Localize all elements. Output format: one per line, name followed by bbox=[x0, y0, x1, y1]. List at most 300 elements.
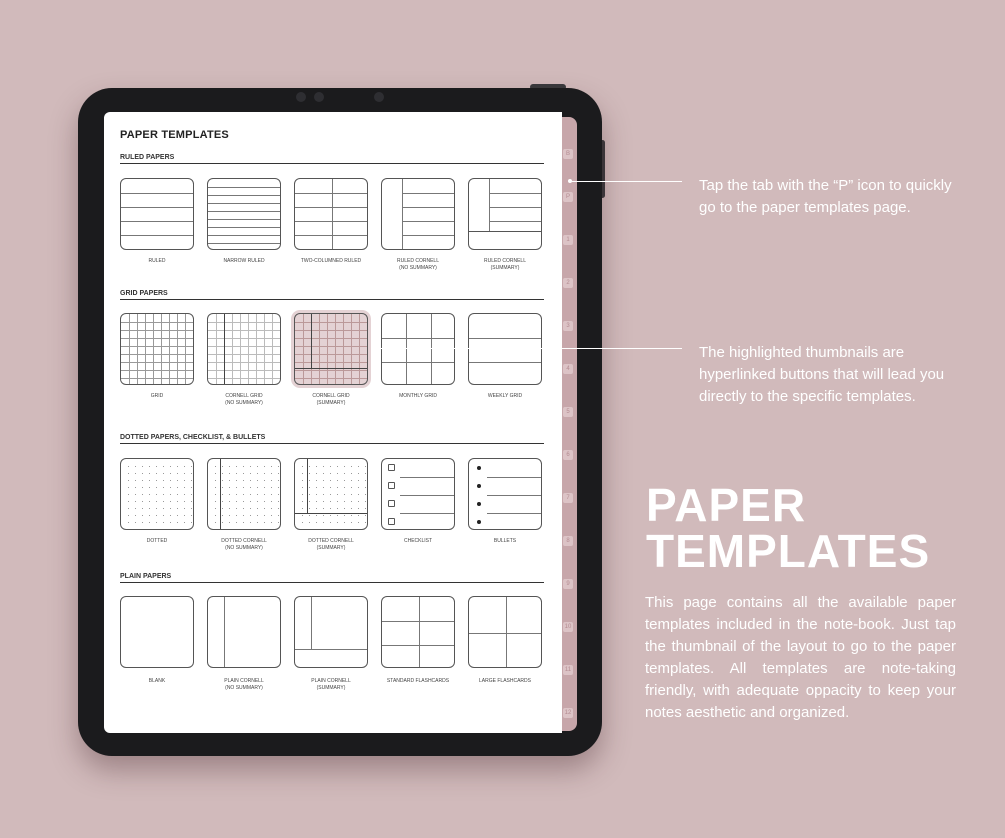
rule-line bbox=[121, 221, 194, 222]
dot-mark bbox=[184, 501, 185, 502]
dot-mark bbox=[330, 501, 331, 502]
thumbnail-ruled-cornell-no-summary[interactable] bbox=[381, 178, 455, 250]
dot-mark bbox=[243, 522, 244, 523]
dot-mark bbox=[222, 515, 223, 516]
dot-mark bbox=[128, 522, 129, 523]
dot-mark bbox=[351, 473, 352, 474]
dot-mark bbox=[184, 529, 185, 530]
dot-mark bbox=[323, 480, 324, 481]
dot-mark bbox=[351, 466, 352, 467]
rule-line bbox=[400, 513, 455, 514]
dot-mark bbox=[344, 466, 345, 467]
rule-line bbox=[208, 219, 281, 220]
dot-mark bbox=[323, 494, 324, 495]
dot-mark bbox=[358, 466, 359, 467]
rule-line bbox=[295, 346, 368, 347]
dot-mark bbox=[163, 522, 164, 523]
dot-mark bbox=[316, 473, 317, 474]
dot-mark bbox=[250, 487, 251, 488]
thumbnail-monthly-grid[interactable] bbox=[381, 313, 455, 385]
hero-description: This page contains all the available paper templates included in the note-book. Just tap the thumbnail of the layout to go to the paper templates. All templates are note-taking friendly, with adequate oppacity to keep your notes aesthetic and organized. bbox=[645, 594, 956, 721]
rule-line bbox=[208, 362, 281, 363]
rule-line bbox=[400, 495, 455, 496]
column-line bbox=[332, 179, 333, 250]
dot-mark bbox=[337, 473, 338, 474]
thumbnail-narrow-ruled[interactable] bbox=[207, 178, 281, 250]
dot-mark bbox=[177, 466, 178, 467]
dot-mark bbox=[302, 480, 303, 481]
tab-4[interactable]: 4 bbox=[563, 364, 573, 374]
tab-10[interactable]: 10 bbox=[564, 624, 572, 630]
dot-mark bbox=[229, 494, 230, 495]
dot-mark bbox=[215, 487, 216, 488]
dot-mark bbox=[358, 501, 359, 502]
checkbox-icon bbox=[388, 464, 395, 471]
dot-mark bbox=[142, 501, 143, 502]
rule-line bbox=[208, 378, 281, 379]
dot-mark bbox=[243, 515, 244, 516]
dot-mark bbox=[135, 515, 136, 516]
dot-mark bbox=[184, 466, 185, 467]
dot-mark bbox=[323, 522, 324, 523]
dot-mark bbox=[351, 480, 352, 481]
thumbnail-blank[interactable] bbox=[120, 596, 194, 668]
checkbox-icon bbox=[388, 482, 395, 489]
dot-mark bbox=[351, 487, 352, 488]
dot-mark bbox=[316, 522, 317, 523]
dot-mark bbox=[215, 515, 216, 516]
dot-mark bbox=[170, 522, 171, 523]
dot-mark bbox=[278, 501, 279, 502]
column-line bbox=[193, 314, 194, 385]
rule-line bbox=[121, 207, 194, 208]
rule-line bbox=[208, 370, 281, 371]
rule-line bbox=[295, 362, 368, 363]
dot-mark bbox=[236, 480, 237, 481]
rule-line bbox=[208, 187, 281, 188]
dot-mark bbox=[142, 515, 143, 516]
dot-mark bbox=[156, 522, 157, 523]
dot-mark bbox=[184, 522, 185, 523]
dot-mark bbox=[309, 480, 310, 481]
dot-mark bbox=[236, 473, 237, 474]
dot-mark bbox=[358, 494, 359, 495]
dot-mark bbox=[271, 515, 272, 516]
tab-1[interactable]: 1 bbox=[563, 235, 573, 245]
bullet-icon bbox=[477, 484, 481, 488]
tab-7[interactable]: 7 bbox=[563, 493, 573, 503]
dot-mark bbox=[316, 480, 317, 481]
dot-mark bbox=[257, 466, 258, 467]
dot-mark bbox=[163, 515, 164, 516]
dot-mark bbox=[264, 501, 265, 502]
dot-mark bbox=[191, 515, 192, 516]
column-line bbox=[177, 314, 178, 385]
dot-mark bbox=[229, 501, 230, 502]
thumbnail-weekly-grid[interactable] bbox=[468, 313, 542, 385]
rule-line bbox=[382, 645, 455, 646]
dot-mark bbox=[163, 480, 164, 481]
thumbnail-callout-text: The highlighted thumbnails are hyperlinked buttons that will lead you directly to the specific templates. bbox=[699, 344, 945, 405]
rule-line bbox=[489, 221, 542, 222]
rule-line bbox=[295, 330, 368, 331]
dot-mark bbox=[365, 494, 366, 495]
dot-mark bbox=[365, 522, 366, 523]
dot-mark bbox=[302, 529, 303, 530]
dot-mark bbox=[229, 529, 230, 530]
dot-mark bbox=[271, 466, 272, 467]
column-line bbox=[351, 314, 352, 385]
dot-mark bbox=[365, 466, 366, 467]
dot-mark bbox=[236, 515, 237, 516]
tab-2[interactable]: 2 bbox=[563, 278, 573, 288]
dot-mark bbox=[278, 515, 279, 516]
column-line bbox=[280, 314, 281, 385]
section-title: PLAIN PAPERS bbox=[120, 573, 544, 583]
dot-mark bbox=[250, 515, 251, 516]
column-line bbox=[256, 314, 257, 385]
dot-mark bbox=[365, 515, 366, 516]
dot-mark bbox=[184, 515, 185, 516]
paper-templates-page bbox=[104, 112, 562, 733]
dot-mark bbox=[344, 508, 345, 509]
rule-line bbox=[121, 370, 194, 371]
dot-mark bbox=[191, 501, 192, 502]
column-line bbox=[216, 314, 217, 385]
dot-mark bbox=[215, 480, 216, 481]
dot-mark bbox=[271, 480, 272, 481]
dot-mark bbox=[177, 508, 178, 509]
thumbnail-caption: STANDARD FLASHCARDS bbox=[386, 678, 450, 684]
column-line bbox=[327, 314, 328, 385]
dot-mark bbox=[302, 473, 303, 474]
thumbnail-grid[interactable] bbox=[120, 313, 194, 385]
dot-mark bbox=[309, 494, 310, 495]
thumbnail-plain-cornell-no-summary[interactable] bbox=[207, 596, 281, 668]
dot-mark bbox=[243, 487, 244, 488]
dot-mark bbox=[135, 480, 136, 481]
rule-line bbox=[208, 243, 281, 244]
bullet-icon bbox=[477, 520, 481, 524]
dot-mark bbox=[323, 515, 324, 516]
dot-mark bbox=[330, 487, 331, 488]
dot-mark bbox=[243, 529, 244, 530]
thumbnail-dotted-cornell-no-summary[interactable] bbox=[207, 458, 281, 530]
thumbnail-caption: RULED CORNELL (NO SUMMARY) bbox=[397, 258, 439, 271]
dot-mark bbox=[142, 480, 143, 481]
column-line bbox=[161, 314, 162, 385]
dot-mark bbox=[149, 515, 150, 516]
dot-mark bbox=[236, 522, 237, 523]
tab-11[interactable]: 11 bbox=[564, 667, 572, 673]
dot-mark bbox=[302, 508, 303, 509]
dot-mark bbox=[365, 480, 366, 481]
tab-12[interactable]: 12 bbox=[564, 710, 572, 716]
dot-mark bbox=[191, 487, 192, 488]
dot-mark bbox=[184, 473, 185, 474]
bullet-icon bbox=[477, 466, 481, 470]
rule-line bbox=[208, 203, 281, 204]
tab-9[interactable]: 9 bbox=[563, 579, 573, 589]
dot-mark bbox=[222, 522, 223, 523]
dot-mark bbox=[264, 508, 265, 509]
dot-mark bbox=[156, 501, 157, 502]
thumbnail-ruled[interactable] bbox=[120, 178, 194, 250]
dot-mark bbox=[358, 473, 359, 474]
column-line bbox=[311, 597, 312, 649]
dot-mark bbox=[278, 480, 279, 481]
dot-mark bbox=[170, 480, 171, 481]
dot-mark bbox=[243, 508, 244, 509]
rule-line bbox=[487, 513, 542, 514]
dot-mark bbox=[177, 501, 178, 502]
dot-mark bbox=[365, 487, 366, 488]
dot-mark bbox=[271, 487, 272, 488]
tab-callout-text: Tap the tab with the “P” icon to quickly go to the paper templates page. bbox=[699, 177, 952, 216]
rule-line bbox=[208, 227, 281, 228]
dot-mark bbox=[128, 529, 129, 530]
dot-mark bbox=[337, 494, 338, 495]
dot-mark bbox=[135, 487, 136, 488]
dot-mark bbox=[316, 508, 317, 509]
dot-mark bbox=[170, 487, 171, 488]
rule-line bbox=[121, 193, 194, 194]
dot-mark bbox=[177, 473, 178, 474]
dot-mark bbox=[128, 466, 129, 467]
dot-mark bbox=[264, 473, 265, 474]
dot-mark bbox=[170, 501, 171, 502]
column-line bbox=[145, 314, 146, 385]
dot-mark bbox=[191, 529, 192, 530]
dot-mark bbox=[344, 515, 345, 516]
rule-line bbox=[469, 338, 542, 339]
thumbnail-standard-flashcards[interactable] bbox=[381, 596, 455, 668]
dot-mark bbox=[128, 487, 129, 488]
dot-mark bbox=[302, 501, 303, 502]
page-title: PAPER TEMPLATES bbox=[120, 129, 229, 141]
dot-mark bbox=[142, 529, 143, 530]
column-line bbox=[343, 314, 344, 385]
rule-line bbox=[295, 370, 368, 371]
dot-mark bbox=[142, 494, 143, 495]
dot-mark bbox=[222, 494, 223, 495]
rule-line bbox=[121, 378, 194, 379]
dot-mark bbox=[135, 494, 136, 495]
dot-mark bbox=[128, 480, 129, 481]
dot-mark bbox=[236, 487, 237, 488]
thumbnail-caption: RULED CORNELL (SUMMARY) bbox=[484, 258, 526, 271]
column-line bbox=[224, 597, 225, 668]
rule-line bbox=[208, 235, 281, 236]
thumbnail-plain-cornell-summary[interactable] bbox=[294, 596, 368, 668]
dot-mark bbox=[163, 501, 164, 502]
dot-mark bbox=[264, 529, 265, 530]
rule-line bbox=[402, 193, 455, 194]
dot-mark bbox=[330, 529, 331, 530]
tab-5[interactable]: 5 bbox=[563, 407, 573, 417]
dot-mark bbox=[257, 529, 258, 530]
rule-line bbox=[295, 513, 368, 514]
dot-mark bbox=[250, 508, 251, 509]
dot-mark bbox=[222, 480, 223, 481]
rule-line bbox=[487, 495, 542, 496]
dot-mark bbox=[257, 501, 258, 502]
thumbnail-bullets[interactable] bbox=[468, 458, 542, 530]
dot-mark bbox=[243, 466, 244, 467]
rule-line bbox=[295, 368, 368, 369]
thumbnail-caption: CHECKLIST bbox=[403, 538, 433, 544]
dot-mark bbox=[177, 529, 178, 530]
thumbnail-checklist[interactable] bbox=[381, 458, 455, 530]
dot-mark bbox=[215, 494, 216, 495]
thumbnail-cornell-grid-no-summary[interactable] bbox=[207, 313, 281, 385]
rule-line bbox=[402, 235, 455, 236]
dot-mark bbox=[278, 473, 279, 474]
dot-mark bbox=[337, 529, 338, 530]
dot-mark bbox=[135, 508, 136, 509]
tab-3[interactable]: 3 bbox=[563, 321, 573, 331]
dot-mark bbox=[142, 508, 143, 509]
thumbnail-caption: BLANK bbox=[148, 678, 166, 684]
dot-mark bbox=[156, 515, 157, 516]
tab-p[interactable]: P bbox=[563, 192, 573, 202]
dot-mark bbox=[177, 522, 178, 523]
tab-8[interactable]: 8 bbox=[563, 536, 573, 546]
camera-icon bbox=[314, 92, 324, 102]
rule-line bbox=[295, 322, 368, 323]
dot-mark bbox=[250, 466, 251, 467]
dot-mark bbox=[236, 466, 237, 467]
dot-mark bbox=[330, 508, 331, 509]
thumbnail-two-columned-ruled[interactable] bbox=[294, 178, 368, 250]
dot-mark bbox=[170, 473, 171, 474]
dot-mark bbox=[257, 494, 258, 495]
tab-b[interactable]: B bbox=[563, 149, 573, 159]
dot-mark bbox=[191, 494, 192, 495]
thumbnail-caption: PLAIN CORNELL (NO SUMMARY) bbox=[224, 678, 264, 691]
checkbox-icon bbox=[388, 518, 395, 525]
thumbnail-caption: DOTTED CORNELL (SUMMARY) bbox=[308, 538, 354, 551]
dot-mark bbox=[344, 473, 345, 474]
rule-line bbox=[121, 322, 194, 323]
thumbnail-ruled-cornell-summary[interactable] bbox=[468, 178, 542, 250]
thumbnail-callout-connector bbox=[378, 348, 682, 349]
dot-mark bbox=[149, 508, 150, 509]
rule-line bbox=[400, 477, 455, 478]
dot-mark bbox=[128, 473, 129, 474]
dot-mark bbox=[128, 494, 129, 495]
dot-mark bbox=[215, 529, 216, 530]
column-line bbox=[303, 314, 304, 385]
tab-6[interactable]: 6 bbox=[563, 450, 573, 460]
thumbnail-dotted-cornell-summary[interactable] bbox=[294, 458, 368, 530]
thumbnail-large-flashcards[interactable] bbox=[468, 596, 542, 668]
dot-mark bbox=[323, 501, 324, 502]
dot-mark bbox=[215, 522, 216, 523]
dot-mark bbox=[337, 466, 338, 467]
dot-mark bbox=[191, 480, 192, 481]
column-line bbox=[169, 314, 170, 385]
dot-mark bbox=[184, 480, 185, 481]
rule-line bbox=[295, 338, 368, 339]
dot-mark bbox=[337, 480, 338, 481]
dot-mark bbox=[135, 522, 136, 523]
dot-mark bbox=[365, 501, 366, 502]
rule-line bbox=[469, 362, 542, 363]
dot-mark bbox=[156, 529, 157, 530]
section-title: GRID PAPERS bbox=[120, 290, 544, 300]
tab-callout-connector bbox=[570, 181, 682, 182]
dot-mark bbox=[351, 501, 352, 502]
dot-mark bbox=[229, 480, 230, 481]
dot-mark bbox=[215, 508, 216, 509]
dot-mark bbox=[236, 529, 237, 530]
thumbnail-cornell-grid-summary[interactable] bbox=[294, 313, 368, 385]
dot-mark bbox=[330, 522, 331, 523]
dot-mark bbox=[250, 494, 251, 495]
column-line bbox=[224, 314, 225, 385]
dot-mark bbox=[330, 515, 331, 516]
dot-mark bbox=[309, 501, 310, 502]
dot-mark bbox=[365, 529, 366, 530]
dot-mark bbox=[302, 466, 303, 467]
dot-mark bbox=[316, 494, 317, 495]
dot-mark bbox=[316, 529, 317, 530]
dot-mark bbox=[222, 473, 223, 474]
dot-mark bbox=[236, 494, 237, 495]
thumbnail-caption: DOTTED CORNELL (NO SUMMARY) bbox=[221, 538, 267, 551]
dot-mark bbox=[250, 480, 251, 481]
column-line bbox=[129, 314, 130, 385]
dot-mark bbox=[337, 487, 338, 488]
dot-mark bbox=[309, 515, 310, 516]
column-line bbox=[220, 459, 221, 530]
dot-mark bbox=[358, 480, 359, 481]
dot-mark bbox=[344, 501, 345, 502]
thumbnail-dotted[interactable] bbox=[120, 458, 194, 530]
dot-mark bbox=[170, 508, 171, 509]
column-line bbox=[359, 314, 360, 385]
dot-mark bbox=[330, 480, 331, 481]
dot-mark bbox=[184, 494, 185, 495]
rule-line bbox=[208, 195, 281, 196]
dot-mark bbox=[156, 473, 157, 474]
dot-mark bbox=[222, 508, 223, 509]
thumbnail-caption: MONTHLY GRID bbox=[399, 393, 437, 399]
hero-title bbox=[646, 479, 931, 577]
dot-mark bbox=[337, 501, 338, 502]
dot-mark bbox=[271, 508, 272, 509]
dot-mark bbox=[229, 515, 230, 516]
dot-mark bbox=[278, 522, 279, 523]
dot-mark bbox=[149, 522, 150, 523]
thumbnail-caption: GRID bbox=[150, 393, 164, 399]
rule-line bbox=[121, 330, 194, 331]
dot-mark bbox=[191, 473, 192, 474]
dot-mark bbox=[323, 529, 324, 530]
dot-mark bbox=[271, 522, 272, 523]
rule-line bbox=[121, 338, 194, 339]
column-line bbox=[137, 314, 138, 385]
dot-mark bbox=[330, 466, 331, 467]
dot-mark bbox=[358, 508, 359, 509]
dot-mark bbox=[236, 508, 237, 509]
thumbnail-caption: DOTTED bbox=[146, 538, 168, 544]
dot-mark bbox=[278, 508, 279, 509]
rule-line bbox=[382, 621, 455, 622]
dot-mark bbox=[351, 515, 352, 516]
dot-mark bbox=[330, 494, 331, 495]
